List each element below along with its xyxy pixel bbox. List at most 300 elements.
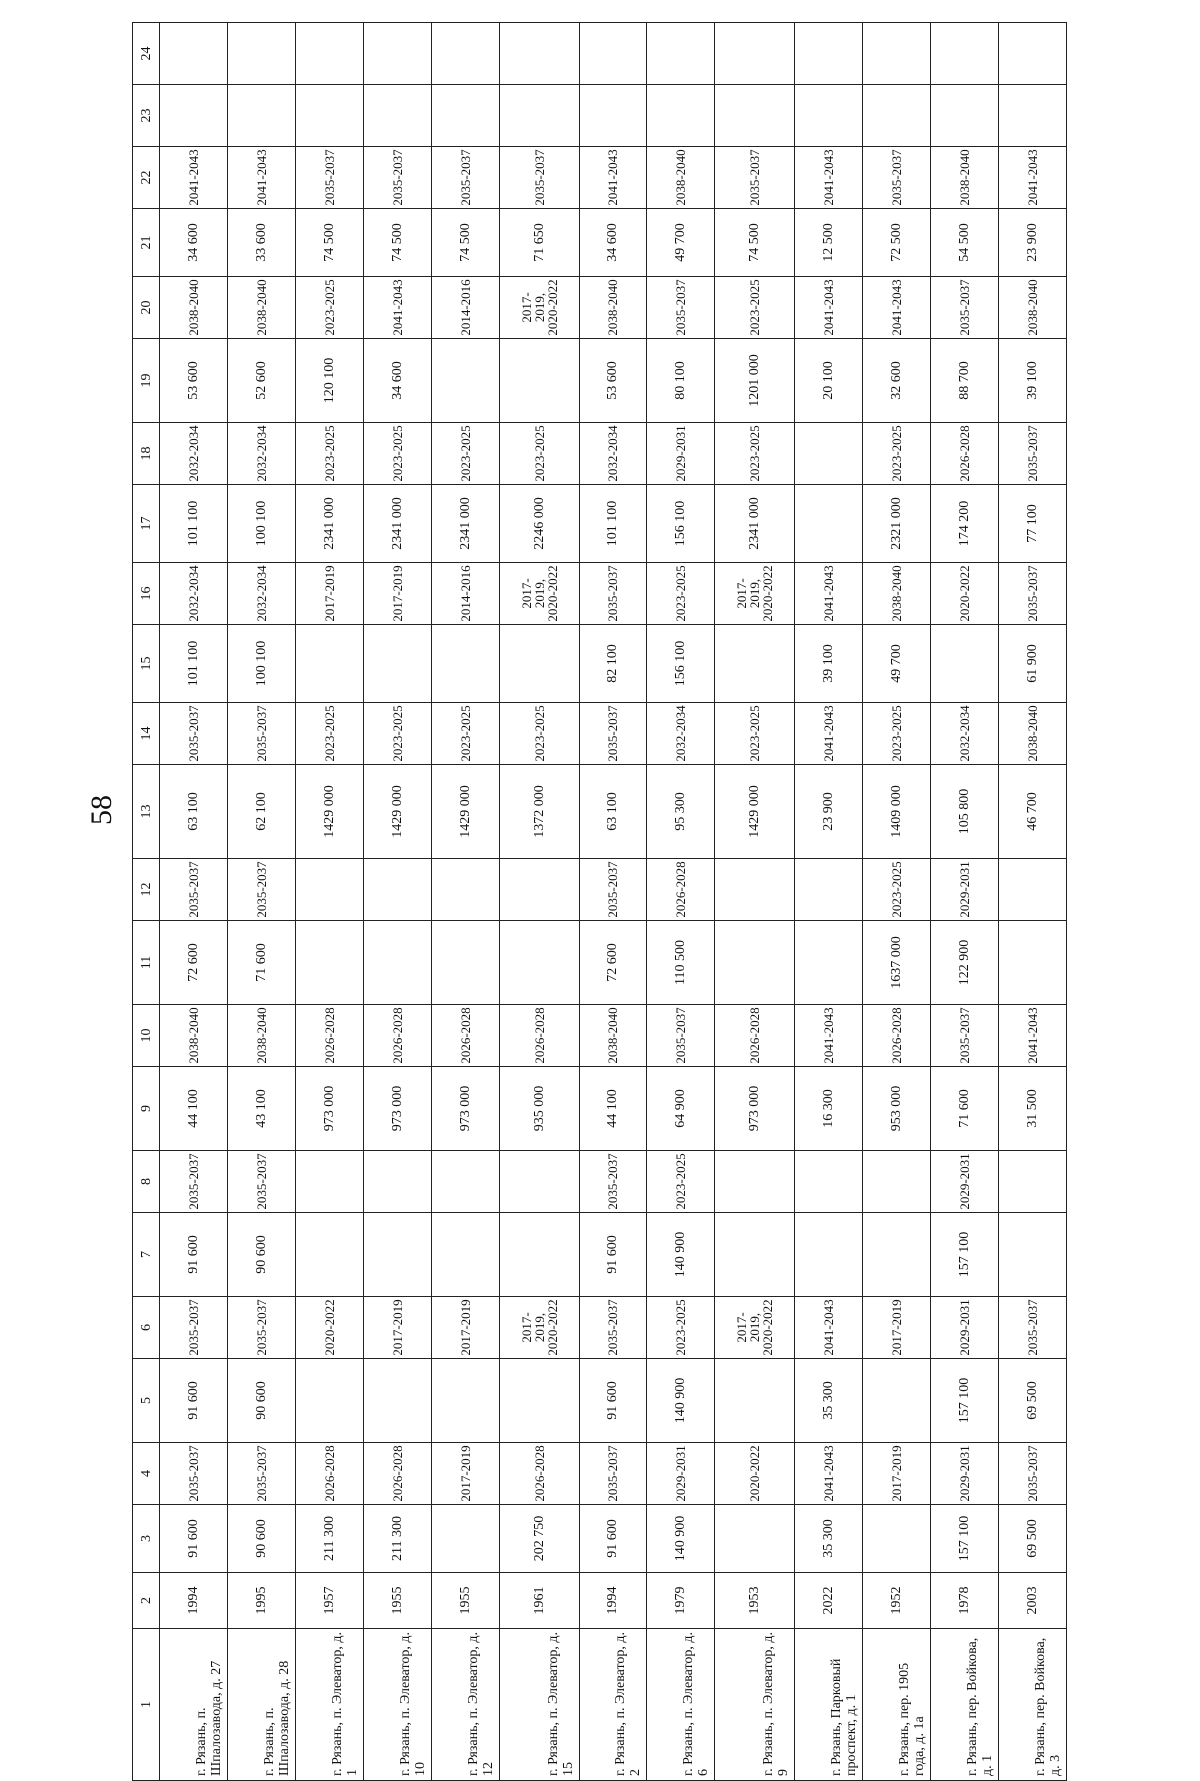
table-cell: 2017-2019 [431, 1297, 499, 1359]
table-cell: 2035-2037 [999, 423, 1067, 485]
table-cell [295, 921, 363, 1005]
table-cell [795, 859, 863, 921]
table-cell [863, 1505, 931, 1573]
table-cell: 49 700 [863, 625, 931, 703]
address-cell: г. Рязань, п. Элеватор, д. 2 [579, 1629, 647, 1781]
table-cell [999, 85, 1067, 147]
table-cell: 1955 [363, 1573, 431, 1629]
table-cell: 53 600 [160, 339, 228, 423]
table-cell [363, 1151, 431, 1213]
table-cell [431, 1359, 499, 1443]
table-cell: 2020-2022 [715, 1443, 795, 1505]
table-cell: 1953 [715, 1573, 795, 1629]
table-cell: 2014-2016 [431, 563, 499, 625]
table-cell: 34 600 [363, 339, 431, 423]
table-cell: 2023-2025 [863, 859, 931, 921]
table-cell: 2029-2031 [647, 1443, 715, 1505]
table-cell [363, 85, 431, 147]
table-cell: 2017-2019 [363, 1297, 431, 1359]
table-cell: 1994 [160, 1573, 228, 1629]
table-cell: 2041-2043 [795, 1005, 863, 1067]
table-cell: 2029-2031 [931, 859, 999, 921]
table-cell: 2035-2037 [579, 1151, 647, 1213]
table-cell [499, 1213, 579, 1297]
table-cell: 2041-2043 [160, 147, 228, 209]
table-cell: 1429 000 [363, 765, 431, 859]
address-cell: г. Рязань, пер. Войкова, д. 3 [999, 1629, 1067, 1781]
table-cell: 202 750 [499, 1505, 579, 1573]
table-cell [647, 23, 715, 85]
column-header-12: 12 [133, 859, 160, 921]
table-cell [795, 1213, 863, 1297]
table-cell [499, 921, 579, 1005]
table-cell: 74 500 [715, 209, 795, 277]
rotated-table-inner [132, 46, 1067, 1781]
table-cell: 2041-2043 [795, 703, 863, 765]
table-cell: 122 900 [931, 921, 999, 1005]
table-cell [363, 859, 431, 921]
table-cell: 2038-2040 [160, 277, 228, 339]
column-header-6: 6 [133, 1297, 160, 1359]
table-row [715, 23, 795, 1781]
table-cell: 1957 [295, 1573, 363, 1629]
table-cell: 157 100 [931, 1359, 999, 1443]
table-cell [795, 423, 863, 485]
table-cell [579, 23, 647, 85]
table-cell: 35 300 [795, 1505, 863, 1573]
table-cell [715, 85, 795, 147]
table-cell: 2003 [999, 1573, 1067, 1629]
table-cell: 53 600 [579, 339, 647, 423]
table-row [579, 23, 647, 1781]
table-cell: 157 100 [931, 1505, 999, 1573]
table-cell [863, 1359, 931, 1443]
table-row [295, 23, 363, 1781]
table-cell: 1994 [579, 1573, 647, 1629]
table-cell: 2029-2031 [931, 1443, 999, 1505]
table-cell: 71 650 [499, 209, 579, 277]
table-cell [160, 85, 228, 147]
table-cell: 20 100 [795, 339, 863, 423]
table-cell: 2023-2025 [499, 703, 579, 765]
table-cell [295, 1151, 363, 1213]
table-cell [999, 23, 1067, 85]
table-cell [499, 23, 579, 85]
table-cell [227, 85, 295, 147]
address-cell: г. Рязань, п. Элеватор, д. 1 [295, 1629, 363, 1781]
table-cell [295, 1359, 363, 1443]
table-cell: 71 600 [227, 921, 295, 1005]
table-cell [715, 23, 795, 85]
table-cell: 23 900 [999, 209, 1067, 277]
table-cell: 52 600 [227, 339, 295, 423]
table-cell [499, 85, 579, 147]
table-cell: 2032-2034 [227, 423, 295, 485]
table-cell: 101 100 [160, 485, 228, 563]
address-cell: г. Рязань, Парковый проспект, д. 1 [795, 1629, 863, 1781]
table-cell: 101 100 [579, 485, 647, 563]
table-cell: 74 500 [363, 209, 431, 277]
column-header-16: 16 [133, 563, 160, 625]
table-cell: 2041-2043 [227, 147, 295, 209]
table-cell: 2026-2028 [931, 423, 999, 485]
table-row [431, 23, 499, 1781]
table-cell: 211 300 [295, 1505, 363, 1573]
table-cell: 2032-2034 [227, 563, 295, 625]
table-cell: 2029-2031 [647, 423, 715, 485]
table-cell: 120 100 [295, 339, 363, 423]
table-cell: 2017-2019, 2020-2022 [499, 1297, 579, 1359]
table-cell [999, 1213, 1067, 1297]
table-cell: 16 300 [795, 1067, 863, 1151]
table-cell: 1952 [863, 1573, 931, 1629]
table-cell [795, 23, 863, 85]
table-cell: 2035-2037 [579, 563, 647, 625]
table-cell: 2341 000 [295, 485, 363, 563]
table-cell: 2041-2043 [999, 1005, 1067, 1067]
table-cell [363, 1359, 431, 1443]
table-cell: 2041-2043 [795, 277, 863, 339]
column-header-4: 4 [133, 1443, 160, 1505]
table-cell [795, 85, 863, 147]
table-cell: 34 600 [160, 209, 228, 277]
table-cell: 973 000 [431, 1067, 499, 1151]
table-cell: 2035-2037 [579, 1297, 647, 1359]
table-cell: 2029-2031 [931, 1297, 999, 1359]
table-cell [227, 23, 295, 85]
column-header-10: 10 [133, 1005, 160, 1067]
table-cell [431, 339, 499, 423]
table-cell: 2035-2037 [931, 277, 999, 339]
table-cell [795, 1151, 863, 1213]
table-cell [295, 23, 363, 85]
table-cell: 1995 [227, 1573, 295, 1629]
table-cell: 46 700 [999, 765, 1067, 859]
table-cell: 2023-2025 [363, 423, 431, 485]
table-cell: 2038-2040 [931, 147, 999, 209]
table-cell [431, 1505, 499, 1573]
table-cell: 2023-2025 [863, 423, 931, 485]
table-cell: 2041-2043 [795, 147, 863, 209]
table-cell: 2023-2025 [295, 277, 363, 339]
table-cell: 2035-2037 [999, 563, 1067, 625]
table-cell: 2029-2031 [931, 1151, 999, 1213]
table-cell [715, 1213, 795, 1297]
table-cell: 54 500 [931, 209, 999, 277]
table-cell [431, 23, 499, 85]
table-cell: 2341 000 [431, 485, 499, 563]
table-cell: 973 000 [295, 1067, 363, 1151]
table-cell [363, 1213, 431, 1297]
table-cell: 88 700 [931, 339, 999, 423]
column-header-1: 1 [133, 1629, 160, 1781]
table-cell: 105 800 [931, 765, 999, 859]
table-cell [715, 921, 795, 1005]
address-cell: г. Рязань, п. Элеватор, д. 10 [363, 1629, 431, 1781]
table-row [863, 23, 931, 1781]
table-cell: 2041-2043 [795, 1443, 863, 1505]
table-cell: 2035-2037 [863, 147, 931, 209]
table-cell: 1372 000 [499, 765, 579, 859]
table-cell [931, 85, 999, 147]
table-cell: 2038-2040 [999, 277, 1067, 339]
table-cell: 2017-2019 [363, 563, 431, 625]
table-cell [431, 85, 499, 147]
table-cell: 2026-2028 [363, 1005, 431, 1067]
table-cell: 1979 [647, 1573, 715, 1629]
table-cell: 91 600 [160, 1213, 228, 1297]
table-cell [295, 625, 363, 703]
table-cell [499, 625, 579, 703]
table-cell [363, 23, 431, 85]
table-cell: 2035-2037 [579, 1443, 647, 1505]
table-cell: 90 600 [227, 1359, 295, 1443]
table-row [999, 23, 1067, 1781]
table-cell: 101 100 [160, 625, 228, 703]
table-cell: 2038-2040 [227, 1005, 295, 1067]
table-cell: 72 500 [863, 209, 931, 277]
table-cell [363, 625, 431, 703]
table-cell: 2017-2019, 2020-2022 [715, 563, 795, 625]
column-header-18: 18 [133, 423, 160, 485]
table-cell: 2041-2043 [579, 147, 647, 209]
table-cell [715, 1359, 795, 1443]
table-cell: 2026-2028 [363, 1443, 431, 1505]
page-number: 58 [85, 795, 118, 825]
column-header-9: 9 [133, 1067, 160, 1151]
table-cell: 2035-2037 [431, 147, 499, 209]
table-cell [431, 859, 499, 921]
address-cell: г. Рязань, п. Элеватор, д. 6 [647, 1629, 715, 1781]
table-cell: 2035-2037 [999, 1443, 1067, 1505]
column-header-21: 21 [133, 209, 160, 277]
table-cell: 23 900 [795, 765, 863, 859]
table-cell: 2041-2043 [795, 563, 863, 625]
table-cell: 2017-2019 [863, 1443, 931, 1505]
table-cell: 2023-2025 [499, 423, 579, 485]
table-cell [999, 1151, 1067, 1213]
table-cell: 2035-2037 [647, 1005, 715, 1067]
table-cell: 2035-2037 [363, 147, 431, 209]
table-cell: 2022 [795, 1573, 863, 1629]
table-cell: 1201 000 [715, 339, 795, 423]
table-cell: 1429 000 [431, 765, 499, 859]
table-cell: 2041-2043 [863, 277, 931, 339]
table-cell: 2032-2034 [931, 703, 999, 765]
table-cell: 2035-2037 [227, 1443, 295, 1505]
table-cell [863, 23, 931, 85]
table-cell: 39 100 [795, 625, 863, 703]
column-header-19: 19 [133, 339, 160, 423]
table-cell: 973 000 [363, 1067, 431, 1151]
table-cell: 74 500 [431, 209, 499, 277]
table-row [795, 23, 863, 1781]
table-cell: 91 600 [579, 1213, 647, 1297]
column-header-23: 23 [133, 85, 160, 147]
table-body [160, 23, 1067, 1781]
table-cell: 2017-2019, 2020-2022 [499, 277, 579, 339]
table-cell: 43 100 [227, 1067, 295, 1151]
table-cell: 2023-2025 [647, 563, 715, 625]
table-cell: 39 100 [999, 339, 1067, 423]
table-cell [499, 339, 579, 423]
table-cell: 77 100 [999, 485, 1067, 563]
table-cell [431, 625, 499, 703]
table-cell [431, 1213, 499, 1297]
table-cell: 2026-2028 [499, 1443, 579, 1505]
table-cell: 2341 000 [715, 485, 795, 563]
table-cell: 44 100 [579, 1067, 647, 1151]
column-header-14: 14 [133, 703, 160, 765]
table-cell: 2035-2037 [227, 1151, 295, 1213]
table-cell: 2020-2022 [295, 1297, 363, 1359]
table-cell [647, 85, 715, 147]
table-cell [931, 625, 999, 703]
table-cell: 33 600 [227, 209, 295, 277]
table-cell: 100 100 [227, 485, 295, 563]
table-cell: 100 100 [227, 625, 295, 703]
column-header-17: 17 [133, 485, 160, 563]
table-cell: 64 900 [647, 1067, 715, 1151]
table-cell: 2026-2028 [863, 1005, 931, 1067]
table-cell: 69 500 [999, 1505, 1067, 1573]
column-header-2: 2 [133, 1573, 160, 1629]
table-cell: 2026-2028 [647, 859, 715, 921]
table-cell: 34 600 [579, 209, 647, 277]
table-cell: 2023-2025 [431, 703, 499, 765]
table-cell: 953 000 [863, 1067, 931, 1151]
table-cell: 140 900 [647, 1213, 715, 1297]
table-cell: 72 600 [579, 921, 647, 1005]
table-cell: 91 600 [579, 1359, 647, 1443]
address-cell: г. Рязань, п. Шпалозавода, д. 28 [227, 1629, 295, 1781]
table-cell: 2026-2028 [431, 1005, 499, 1067]
address-cell: г. Рязань, пер. Войкова, д. 1 [931, 1629, 999, 1781]
table-cell: 2023-2025 [363, 703, 431, 765]
table-cell: 973 000 [715, 1067, 795, 1151]
table-cell [499, 1151, 579, 1213]
table-cell [863, 1213, 931, 1297]
table-cell: 2026-2028 [499, 1005, 579, 1067]
table-cell: 62 100 [227, 765, 295, 859]
table-cell: 31 500 [999, 1067, 1067, 1151]
table-cell [579, 85, 647, 147]
table-cell: 91 600 [160, 1359, 228, 1443]
table-cell: 2017-2019, 2020-2022 [715, 1297, 795, 1359]
table-cell: 110 500 [647, 921, 715, 1005]
table-cell: 2023-2025 [431, 423, 499, 485]
table-row [363, 23, 431, 1781]
table-cell: 2038-2040 [227, 277, 295, 339]
table-cell: 80 100 [647, 339, 715, 423]
table-cell: 2341 000 [363, 485, 431, 563]
table-cell [863, 1151, 931, 1213]
table-cell: 2038-2040 [647, 147, 715, 209]
table-cell: 2035-2037 [647, 277, 715, 339]
table-cell: 71 600 [931, 1067, 999, 1151]
table-cell [363, 921, 431, 1005]
table-cell: 35 300 [795, 1359, 863, 1443]
table-cell: 2014-2016 [431, 277, 499, 339]
table-cell [295, 859, 363, 921]
table-cell: 2038-2040 [579, 277, 647, 339]
table-cell: 2023-2025 [295, 423, 363, 485]
table-cell: 1637 000 [863, 921, 931, 1005]
header-row [133, 23, 160, 1781]
table-cell: 140 900 [647, 1505, 715, 1573]
table-cell: 2023-2025 [863, 703, 931, 765]
table-cell: 2041-2043 [999, 147, 1067, 209]
column-header-8: 8 [133, 1151, 160, 1213]
table-cell: 2038-2040 [999, 703, 1067, 765]
table-cell: 2023-2025 [647, 1297, 715, 1359]
table-cell: 2038-2040 [160, 1005, 228, 1067]
table-cell: 1955 [431, 1573, 499, 1629]
table-cell: 2026-2028 [295, 1005, 363, 1067]
table-cell [295, 85, 363, 147]
table-cell [160, 23, 228, 85]
table-cell: 2321 000 [863, 485, 931, 563]
table-row [499, 23, 579, 1781]
table-cell: 2032-2034 [647, 703, 715, 765]
address-cell: г. Рязань, п. Шпалозавода, д. 27 [160, 1629, 228, 1781]
table-cell: 935 000 [499, 1067, 579, 1151]
table-cell: 2035-2037 [931, 1005, 999, 1067]
table-cell: 44 100 [160, 1067, 228, 1151]
table-cell: 1978 [931, 1573, 999, 1629]
table-cell: 2023-2025 [715, 703, 795, 765]
table-cell: 2017-2019 [431, 1443, 499, 1505]
column-header-13: 13 [133, 765, 160, 859]
table-cell: 2023-2025 [647, 1151, 715, 1213]
table-row [931, 23, 999, 1781]
table-cell: 90 600 [227, 1213, 295, 1297]
table-cell: 2017-2019, 2020-2022 [499, 563, 579, 625]
table-cell: 2041-2043 [363, 277, 431, 339]
table-cell: 63 100 [160, 765, 228, 859]
table-cell: 2032-2034 [160, 423, 228, 485]
table-cell: 2246 000 [499, 485, 579, 563]
table-cell [795, 921, 863, 1005]
table-cell [715, 859, 795, 921]
table-cell [431, 921, 499, 1005]
table-cell: 174 200 [931, 485, 999, 563]
table-cell: 2035-2037 [160, 703, 228, 765]
column-header-11: 11 [133, 921, 160, 1005]
table-cell: 69 500 [999, 1359, 1067, 1443]
table-cell [863, 85, 931, 147]
table-cell [715, 1151, 795, 1213]
table-cell: 2035-2037 [227, 859, 295, 921]
address-cell: г. Рязань, п. Элеватор, д. 9 [715, 1629, 795, 1781]
table-cell: 49 700 [647, 209, 715, 277]
table-cell [931, 23, 999, 85]
table-cell: 1409 000 [863, 765, 931, 859]
table-cell [431, 1151, 499, 1213]
table-cell: 2035-2037 [295, 147, 363, 209]
table-cell: 2035-2037 [160, 859, 228, 921]
address-cell: г. Рязань, п. Элеватор, д. 15 [499, 1629, 579, 1781]
table-cell: 140 900 [647, 1359, 715, 1443]
table-cell: 2023-2025 [715, 423, 795, 485]
table-cell: 2035-2037 [499, 147, 579, 209]
table-row [647, 23, 715, 1781]
column-header-7: 7 [133, 1213, 160, 1297]
table-cell: 2032-2034 [579, 423, 647, 485]
table-cell: 2038-2040 [863, 563, 931, 625]
table-row [227, 23, 295, 1781]
table-cell: 2035-2037 [227, 1297, 295, 1359]
